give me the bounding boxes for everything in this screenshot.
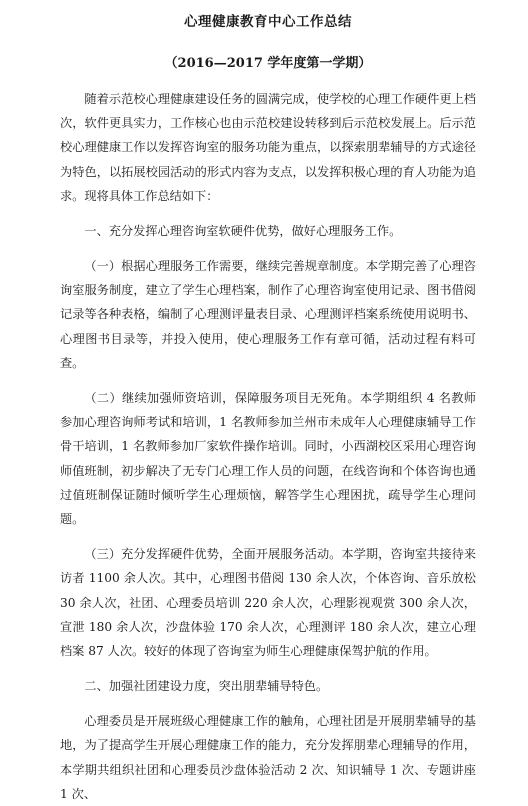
document-title: 心理健康教育中心工作总结 <box>184 14 352 30</box>
section2-heading: 二、加强社团建设力度，突出朋辈辅导特色。 <box>84 679 329 694</box>
section2-paragraph-1: 心理委员是开展班级心理健康工作的触角，心理社团是开展朋辈辅导的基地，为了提高学生开展心理健康工作的能力，充分发挥朋辈心理辅导的作用，本学期共组织社团和心理委员沙盘体验活动 2 次、知识辅导 1 次、专题讲座 1 次、 <box>60 714 476 801</box>
section1-heading: 一、充分发挥心理咨询室软硬件优势，做好心理服务工作。 <box>84 224 402 239</box>
section1-paragraph-2: （二）继续加强师资培训，保障服务项目无死角。本学期组织 4 名教师参加心理咨询师考试和培训，1 名教师参加兰州市未成年人心理健康辅导工作骨干培训，1 名教师参加厂家软件操作培训。同时，小西湖校区采用心理咨询师值班制，初步解决了无专门心理工作人员的问题，在线咨询和个体咨询也通过值班制保证随时倾听学生心理烦恼，解答学生心理困扰，疏导学生心理问题。 <box>60 391 476 527</box>
section1-paragraph-1: （一）根据心理服务工作需要，继续完善规章制度。本学期完善了心理咨询室服务制度，建立了学生心理档案，制作了心理咨询室使用记录、图书借阅记录等各种表格，编制了心理测评量表目录、心理测评档案系统使用说明书、心理图书目录等，并投入使用，使心理服务工作有章可循，活动过程有料可查。 <box>60 259 476 370</box>
intro-paragraph: 随着示范校心理健康建设任务的圆满完成，使学校的心理工作硬件更上档次，软件更具实力，工作核心也由示范校建设转移到后示范校发展上。后示范校心理健康工作以发挥咨询室的服务功能为重点，以探索朋辈辅导的方式途径为特色，以拓展校园活动的形式内容为支点，以发挥积极心理的育人功能为追求。现将具体工作总结如下： <box>60 92 476 203</box>
section1-paragraph-3: （三）充分发挥硬件优势，全面开展服务活动。本学期，咨询室共接待来访者 1100 余人次。其中，心理图书借阅 130 余人次，个体咨询、音乐放松 30 余人次，社团、心理委员培训 220 余人次，心理影视观赏 300 余人次，宣泄 180 余人次，沙盘体验 170 余人次，心理测评 180 余人次，建立心理档案 87 人次。较好的体现了咨询室为师生心理健康保驾护航的作用。 <box>60 547 476 659</box>
document-subtitle: （2016—2017 学年度第一学期） <box>164 56 372 71</box>
